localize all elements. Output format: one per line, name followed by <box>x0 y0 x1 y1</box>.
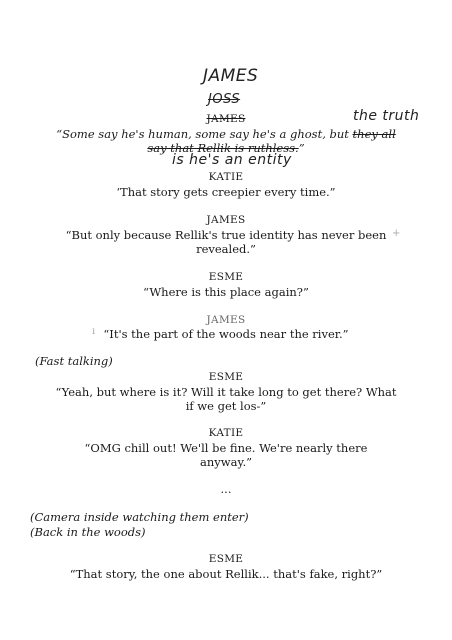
handwritten-joss-crossed: JOSS <box>208 92 241 107</box>
character-name: ESME <box>208 271 244 283</box>
character-name-james-struck: JAMES <box>206 113 246 125</box>
dialogue-line: “Yeah, but where is it? Will it take long to get there? What <box>55 385 397 399</box>
scene-break: ... <box>220 482 232 496</box>
dialogue-line: anyway.” <box>200 455 252 469</box>
dialogue-text: “Some say he's human, some say <box>56 127 249 141</box>
dialogue-line: “Where is this place again?” <box>143 285 309 299</box>
dialogue-text: ” <box>298 141 305 155</box>
character-name: ESME <box>208 371 244 383</box>
stage-direction: (Camera inside watching them enter) <box>30 510 249 524</box>
dialogue-line <box>0 127 452 141</box>
struck-text: say that Rellik is ruthless. <box>147 141 299 155</box>
dialogue-line: “It's the part of the woods near the river.” <box>103 327 349 341</box>
dialogue-line: “OMG chill out! We'll be fine. We're nearly there <box>84 441 368 455</box>
dialogue-text: he's a ghost, but <box>248 127 353 141</box>
scan-mark: ı <box>92 326 96 337</box>
character-name: KATIE <box>208 427 244 439</box>
handwritten-james: JAMES <box>203 66 259 86</box>
dialogue-line: revealed.” <box>196 242 256 256</box>
dialogue-line: if we get los-” <box>185 399 267 413</box>
character-name: JAMES <box>206 214 246 226</box>
dialogue-line: ‘That story gets creepier every time.” <box>116 185 336 199</box>
character-name: JAMES <box>206 314 246 326</box>
dialogue-line: “But only because Rellik's true identity has never been <box>65 228 387 242</box>
scan-mark: + <box>392 228 401 239</box>
struck-text: they all <box>352 127 396 141</box>
stage-direction: (Fast talking) <box>35 354 113 368</box>
dialogue-line: “That story, the one about Rellik... that's fake, right?” <box>69 567 383 581</box>
handwritten-the-truth: the truth <box>353 108 420 124</box>
dialogue-line <box>0 141 452 155</box>
character-name: KATIE <box>208 171 244 183</box>
handwritten-is-entity: is he's an entity <box>172 152 292 168</box>
character-name: ESME <box>208 553 244 565</box>
stage-direction: (Back in the woods) <box>30 525 146 539</box>
